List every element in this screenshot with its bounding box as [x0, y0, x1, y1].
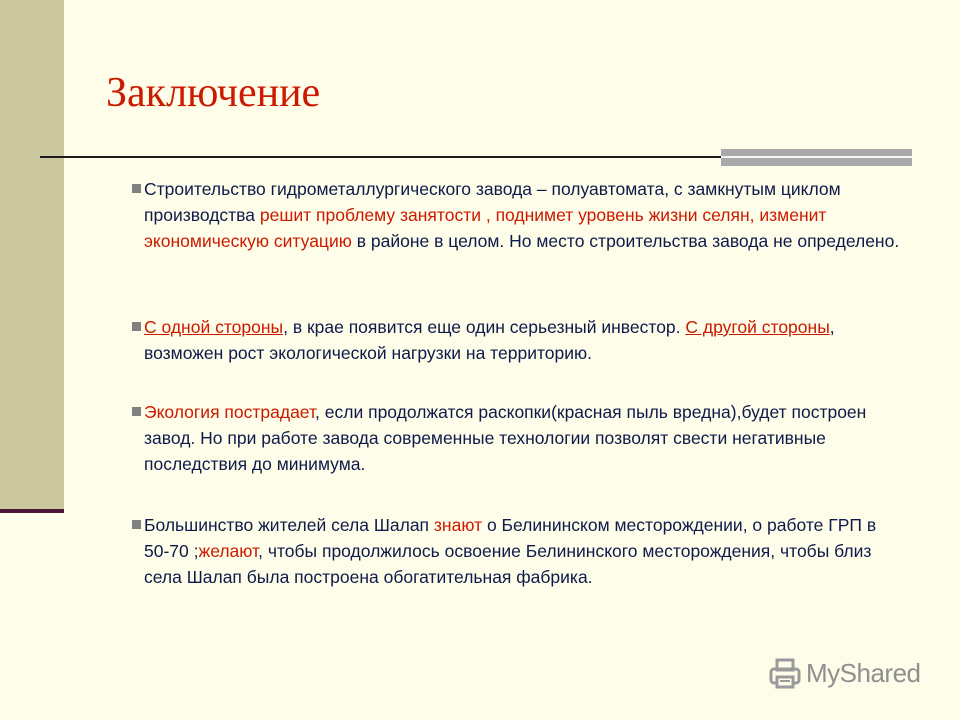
bullet-text: Экология пострадает, если продолжатся раскопки(красная пыль вредна),будет построен завод. Но при работе завода современные технологии позволят свести негативные последствия до минимума.: [144, 402, 867, 474]
printer-logo-icon: [768, 657, 802, 689]
bullet-text: С одной стороны, в крае появится еще один серьезный инвестор. С другой стороны, возможен рост экологической нагрузки на территорию.: [144, 317, 835, 363]
bullet-square-icon: [132, 520, 141, 529]
slide-title: Заключение: [106, 70, 321, 116]
bullet-item-2: [134, 314, 904, 366]
bullet-square-icon: [132, 322, 141, 331]
watermark: [768, 656, 921, 690]
left-accent-bar-underline: [0, 509, 64, 513]
left-accent-bar: [0, 0, 64, 512]
bullet-item-4: [134, 512, 904, 590]
bullet-item-3: [134, 399, 904, 477]
bullet-text: Большинство жителей села Шалап знают о Белининском месторождении, о работе ГРП в 50-70 ;желают, чтобы продолжилось освоение Белининского месторождения, чтобы близ села Шалап была построена обогатительная фабрика.: [144, 515, 877, 587]
title-divider-accent: [721, 149, 912, 166]
bullet-text: Строительство гидрометаллургического завода – полуавтомата, с замкнутым циклом производства решит проблему занятости , поднимет уровень жизни селян, изменит экономическую ситуацию в районе в целом. Но место строительства завода не определено.: [144, 179, 900, 251]
bullet-square-icon: [132, 184, 141, 193]
bullet-item-1: [134, 176, 904, 254]
bullet-square-icon: [132, 407, 141, 416]
watermark-text: MyShared: [806, 657, 921, 688]
